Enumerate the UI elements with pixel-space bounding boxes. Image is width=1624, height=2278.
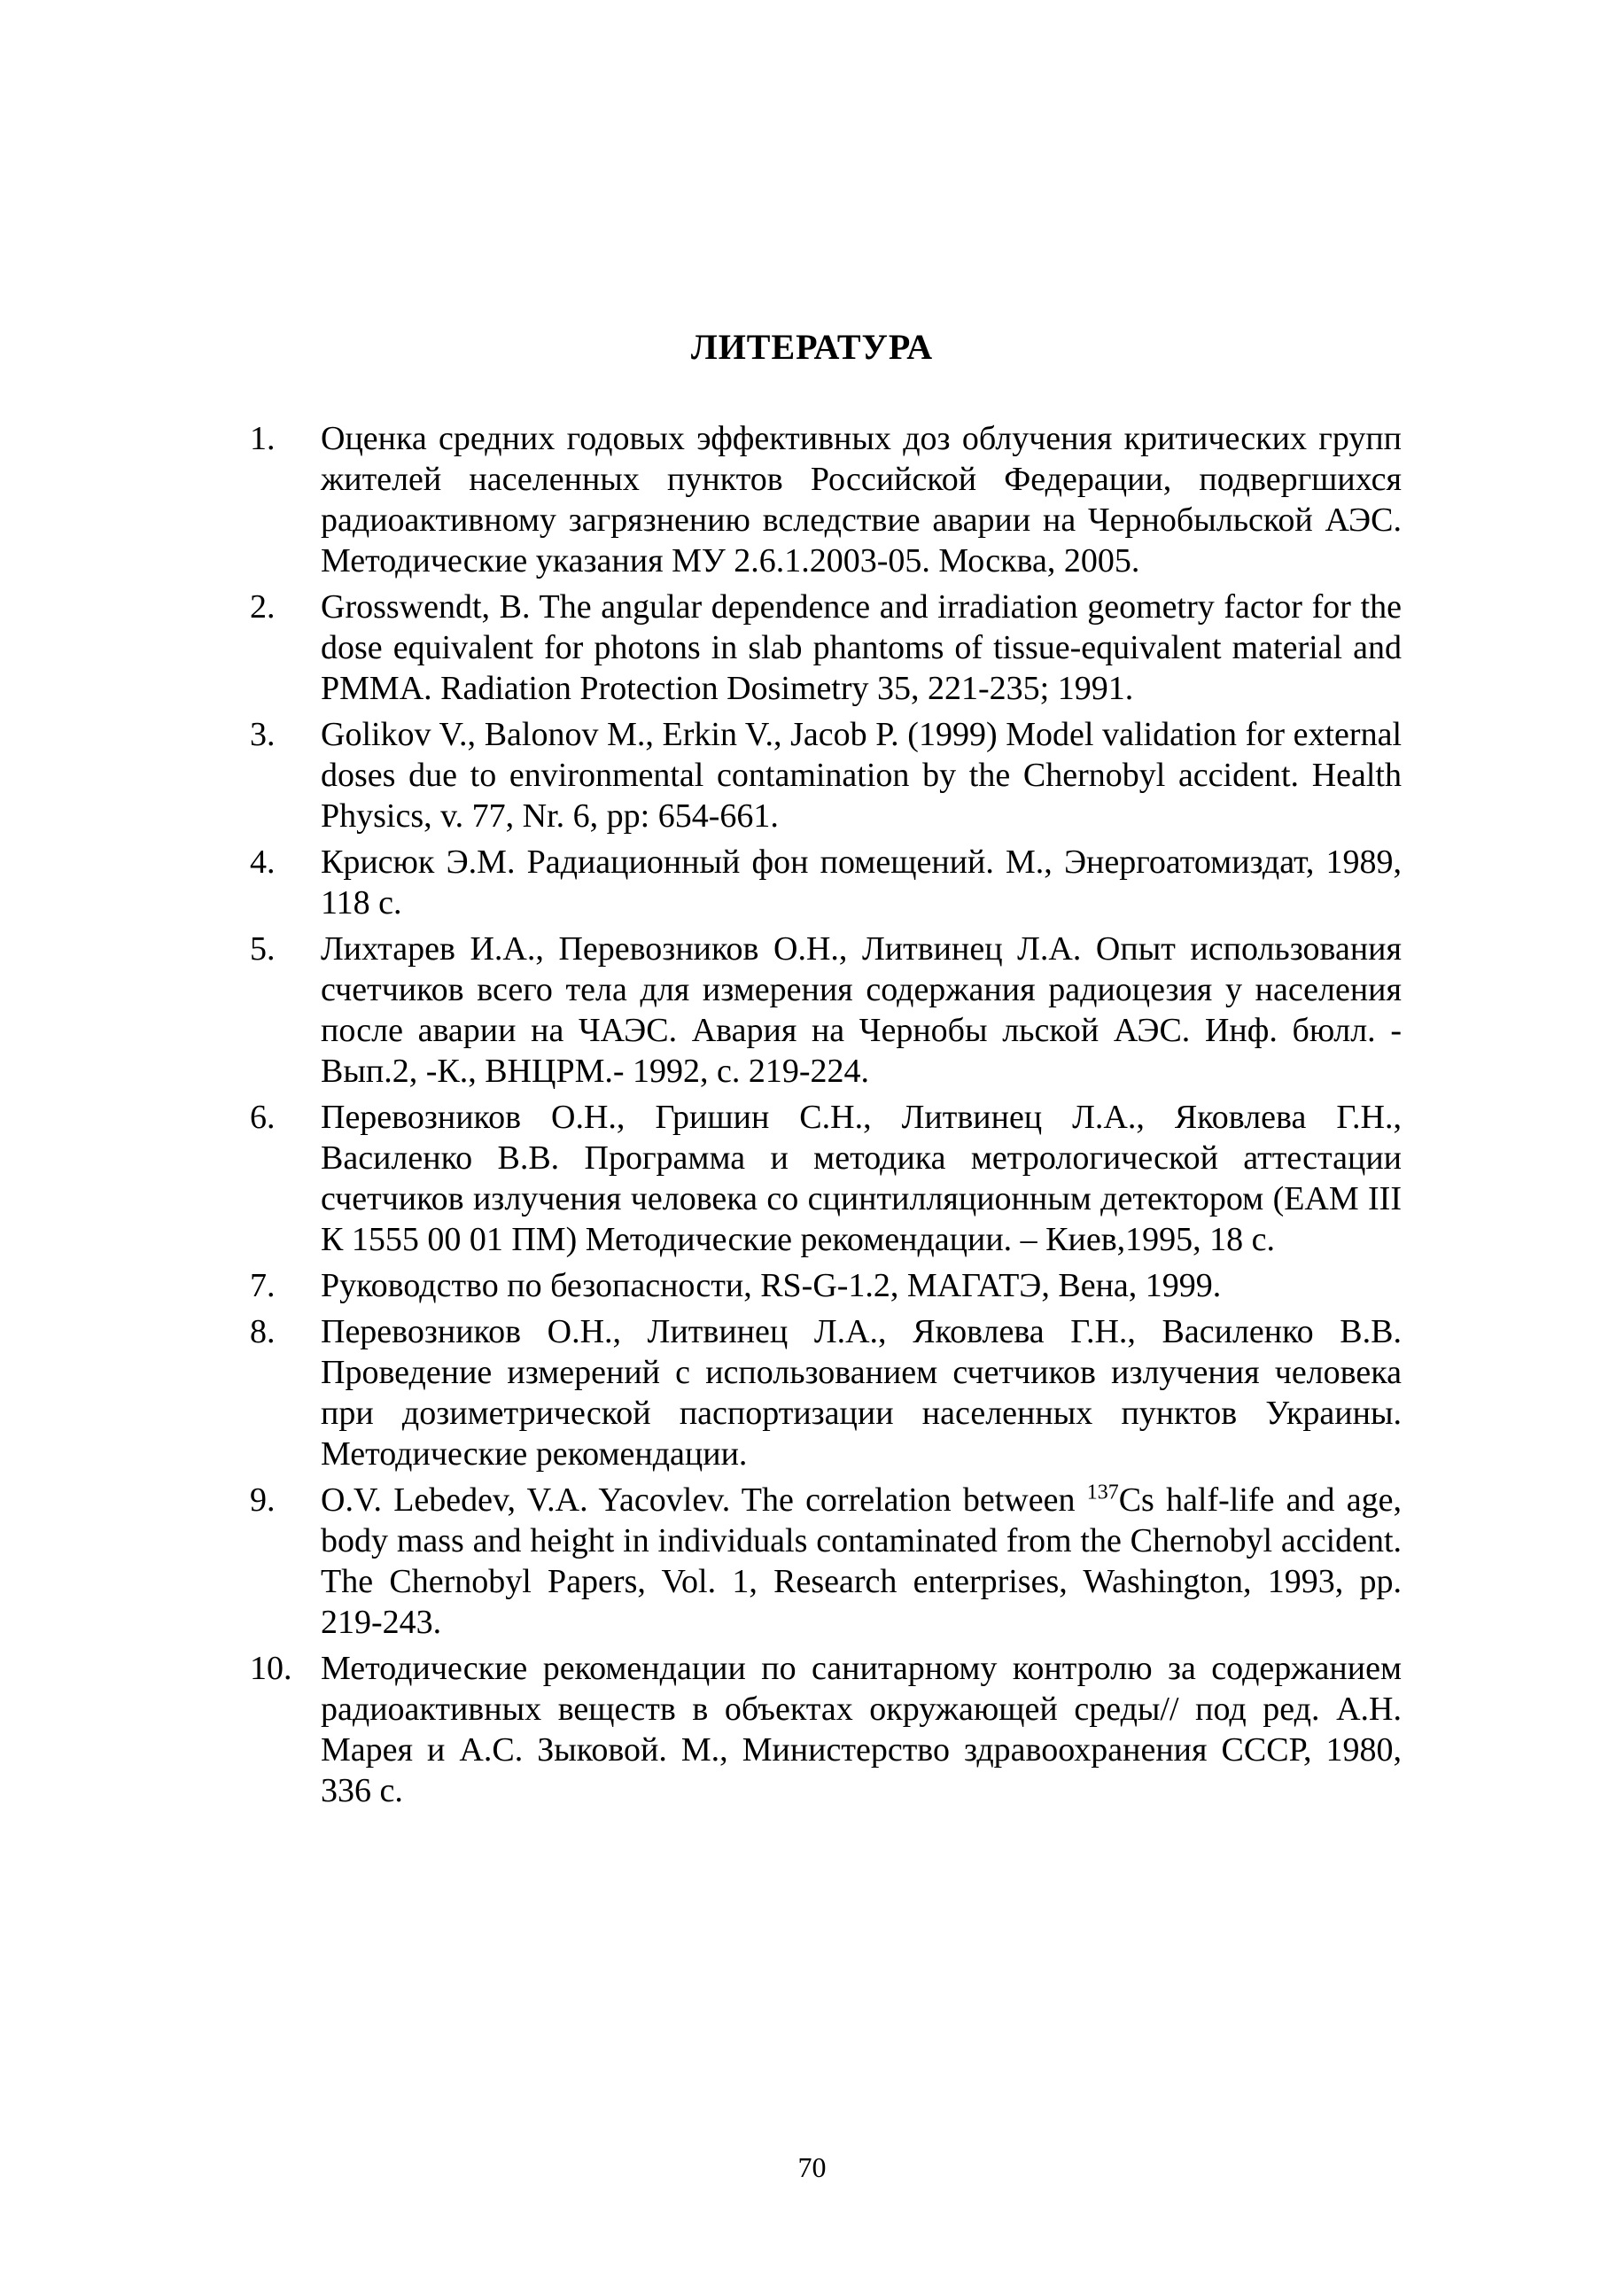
reference-text-after: Cs half-life and age, body mass and height in individuals contaminated from the Chernobyl accident. The Chernobyl Papers, Vol. 1, Research enterprises, Washington, 1993, pp. 219-243. (321, 1481, 1402, 1641)
reference-number: 9. (250, 1481, 276, 1519)
reference-text: Golikov V., Balonov M., Erkin V., Jacob P. (1999) Model validation for external doses due to environmental contamination by the Chernobyl accident. Health Physics, v. 77, Nr. 6, pp: 654-661. (321, 716, 1402, 835)
page-title: ЛИТЕРАТУРА (690, 327, 934, 367)
reference-text: Grosswendt, B. The angular dependence and irradiation geometry factor for the dose equivalent for photons in slab phantoms of tissue-equivalent material and PMMA. Radiation Protection Dosimetry 35, 221-235; 1991. (321, 588, 1402, 707)
reference-item-8 (250, 1311, 1402, 1474)
reference-number: 4. (250, 844, 276, 881)
reference-item-9 (250, 1480, 1402, 1643)
reference-text: Лихтарев И.А., Перевозников О.Н., Литвинец Л.А. Опыт использования счетчиков всего тела для измерения содержания радиоцезия у населения после аварии на ЧАЭС. Авария на Чернобы льской АЭС. Инф. бюлл. - Вып.2, -К., ВНЦРМ.- 1992, с. 219-224. (321, 930, 1402, 1090)
reference-text-before: O.V. Lebedev, V.A. Yacovlev. The correlation between (321, 1481, 1087, 1519)
reference-text: Крисюк Э.М. Радиационный фон помещений. М., Энергоатомиздат, 1989, 118 с. (321, 844, 1402, 921)
reference-item-4 (250, 842, 1402, 923)
reference-number: 8. (250, 1313, 276, 1350)
isotope-superscript: 137 (1086, 1481, 1119, 1504)
reference-item-3 (250, 714, 1402, 836)
reference-item-5 (250, 929, 1402, 1092)
reference-text: Руководство по безопасности, RS-G-1.2, МАГАТЭ, Вена, 1999. (321, 1267, 1222, 1304)
reference-number: 6. (250, 1099, 276, 1136)
reference-list (250, 418, 1402, 1816)
reference-text (321, 1480, 1402, 1643)
reference-text: Перевозников О.Н., Гришин С.Н., Литвинец Л.А., Яковлева Г.Н., Василенко В.В. Программа и методика метрологической аттестации счетчиков излучения человека со сцинтилляционным детектором (ЕАМ III К 1555 00 01 ПМ) Методические рекомендации. – Киев,1995, 18 с. (321, 1099, 1402, 1258)
reference-number: 3. (250, 716, 276, 753)
page-number: 70 (797, 2151, 827, 2183)
reference-number: 5. (250, 930, 276, 968)
reference-item-7 (250, 1265, 1402, 1306)
reference-item-1 (250, 418, 1402, 581)
reference-text: Методические рекомендации по санитарному контролю за содержанием радиоактивных веществ в объектах окружающей среды// под ред. А.Н. Марея и А.С. Зыковой. М., Министерство здравоохранения СССР, 1980, 336 с. (321, 1650, 1402, 1809)
reference-number: 7. (250, 1267, 276, 1304)
reference-number: 10. (250, 1650, 292, 1687)
reference-number: 1. (250, 420, 276, 457)
reference-text: Оценка средних годовых эффективных доз облучения критических групп жителей населенных пунктов Российской Федерации, подвергшихся радиоактивному загрязнению вследствие аварии на Чернобыльской АЭС. Методические указания МУ 2.6.1.2003-05. Москва, 2005. (321, 420, 1402, 579)
reference-item-10 (250, 1648, 1402, 1811)
reference-text: Перевозников О.Н., Литвинец Л.А., Яковлева Г.Н., Василенко В.В. Проведение измерений с использованием счетчиков излучения человека при дозиметрической паспортизации населенных пунктов Украины. Методические рекомендации. (321, 1313, 1402, 1473)
reference-item-2 (250, 587, 1402, 709)
reference-item-6 (250, 1097, 1402, 1260)
reference-number: 2. (250, 588, 276, 626)
